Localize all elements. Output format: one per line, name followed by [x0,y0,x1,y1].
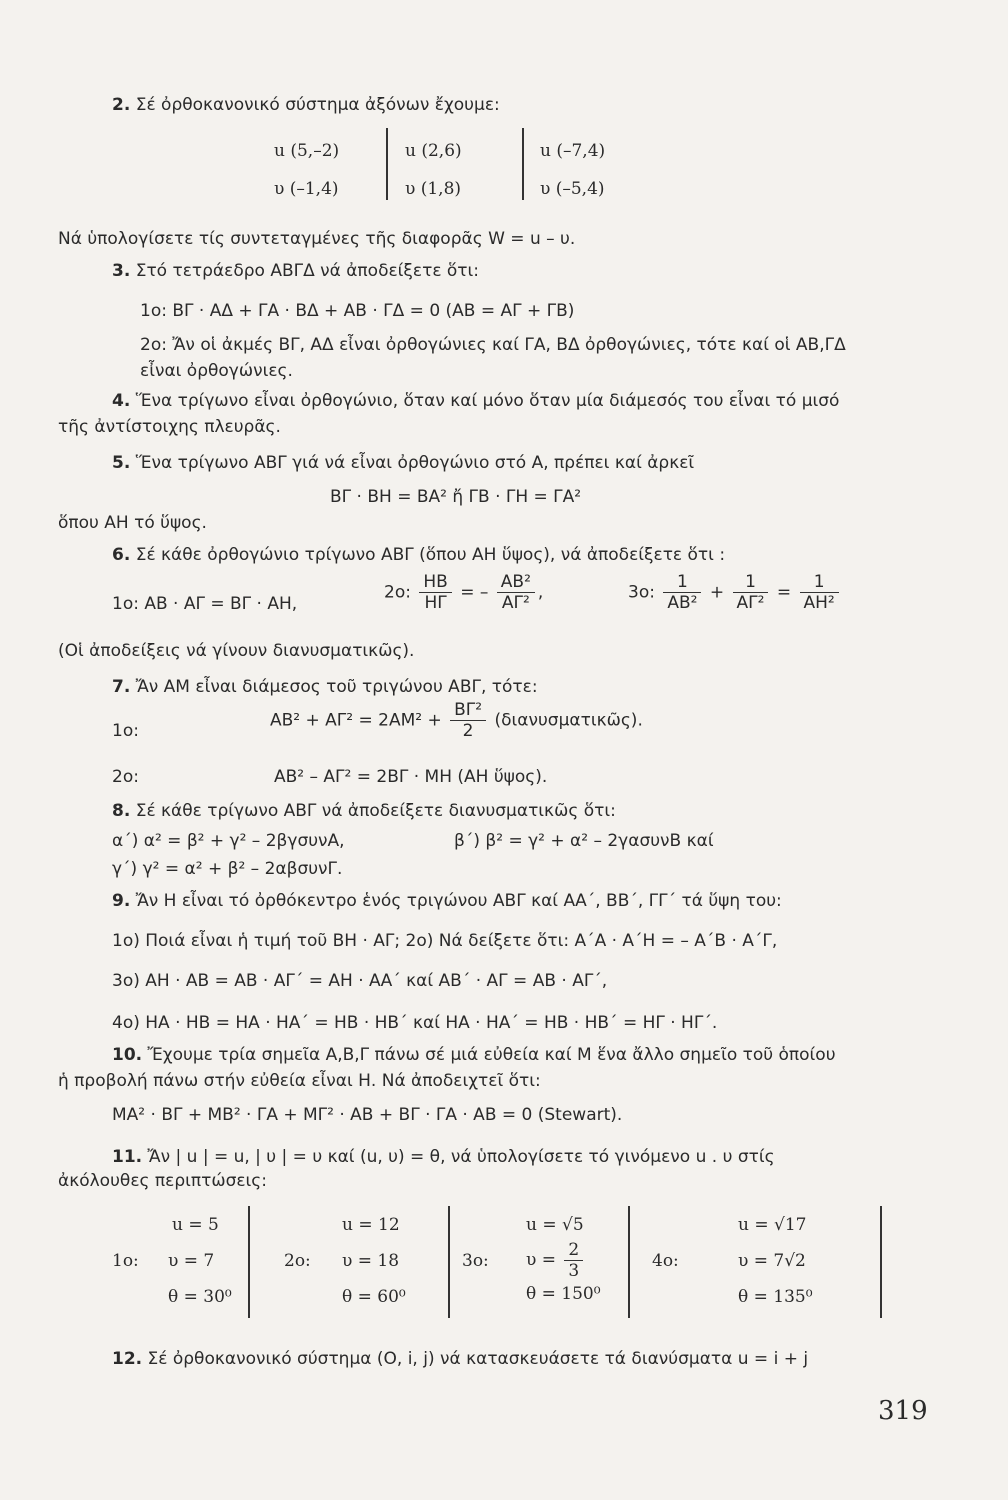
problem-6-formula-3 [628,572,842,613]
case-2-label: 2ο: [284,1251,311,1271]
problem-2-heading [112,94,500,116]
problem-number: 8. [112,801,131,821]
problem-text: Ἄν Η εἶναι τό ὀρθόκεντρο ἑνός τριγώνου ΑΒΓ καί ΑΑ΄, ΒΒ΄, ΓΓ΄ τά ὕψη του: [135,891,782,911]
case-value: υ = 7√2 [738,1251,806,1271]
problem-7-label-2: 2ο: [112,767,139,787]
equals: = [776,582,792,603]
case-value: u = √5 [526,1215,584,1235]
problem-text: Στό τετράεδρο ΑΒΓΔ νά ἀποδείξετε ὅτι: [135,261,480,281]
vector-table-col2 [405,140,462,200]
problem-10-formula: ΜΑ² · ΒΓ + ΜΒ² · ΓΑ + ΜΓ² · ΑΒ + ΒΓ · ΓΑ · ΑΒ = 0 (Stewart). [112,1105,623,1125]
fraction: $\frac{1}{\text{ΑΒ²}}$ [663,572,701,613]
problem-number: 7. [112,677,131,697]
fraction: $\frac{1}{\text{ΑΗ²}}$ [800,572,839,613]
problem-6-heading [112,544,725,566]
problem-number: 12. [112,1349,143,1369]
problem-4-line-1 [112,390,839,412]
cell: υ (–1,4) [274,179,339,199]
problem-number: 4. [112,391,131,411]
problem-text: Ἔχουμε τρία σημεῖα Α,Β,Γ πάνω σέ μιά εὐθεία καί Μ ἕνα ἄλλο σημεῖο τοῦ ὁποίου [147,1045,836,1065]
problem-3-heading [112,260,479,282]
problem-text: Σέ ὀρθοκανονικό σύστημα (Ο, i, j) νά κατασκευάσετε τά διανύσματα u = i + j [147,1349,809,1369]
problem-9-line-3: 4ο) ΗΑ · ΗΒ = ΗΑ · ΗΑ΄ = ΗΒ · ΗΒ΄ καί ΗΑ · ΗΑ΄ = ΗΒ · ΗΒ΄ = ΗΓ · ΗΓ΄. [112,1013,718,1033]
problem-number: 2. [112,95,131,115]
problem-text: Ἕνα τρίγωνο ΑΒΓ γιά νά εἶναι ὀρθογώνιο στό Α, πρέπει καί ἀρκεῖ [135,453,695,473]
problem-8-c: γ΄) γ² = α² + β² – 2αβσυνΓ. [112,859,343,879]
problem-5-formula: ΒΓ · ΒΗ = ΒΑ² ἤ ΓΒ · ΓΗ = ΓΑ² [330,487,582,507]
case-3 [526,1214,601,1305]
table-divider [386,128,388,200]
case-value: θ = 60⁰ [342,1287,406,1307]
label: 3ο: [628,582,655,603]
case-4 [738,1214,813,1308]
cell: u (5,–2) [274,141,340,161]
case-value: θ = 30⁰ [168,1287,232,1307]
problem-2-task: Νά ὑπολογίσετε τίς συντεταγμένες τῆς διαφορᾶς W = u – υ. [58,229,576,249]
problem-5-after: ὅπου ΑΗ τό ὕψος. [58,513,207,533]
problem-3-line-2: 2ο: Ἄν οἱ ἀκμές ΒΓ, ΑΔ εἶναι ὀρθογώνιες καί ΓΑ, ΒΔ ὀρθογώνιες, τότε καί οἱ ΑΒ,ΓΔ [140,335,846,355]
problem-8-b: β΄) β² = γ² + α² – 2γασυνΒ καί [454,831,714,851]
vector-table-col1 [274,140,339,200]
problem-10-line-2: ἡ προβολή πάνω στήν εὐθεία εἶναι Η. Νά ἀποδειχτεῖ ὅτι: [58,1071,541,1091]
problem-number: 6. [112,545,131,565]
problem-text: Ἄν ΑΜ εἶναι διάμεσος τοῦ τριγώνου ΑΒΓ, τότε: [135,677,538,697]
problem-text: Ἄν | u | = u, | υ | = υ καί (u, υ) = θ, νά ὑπολογίσετε τό γινόμενο u . υ στίς [147,1147,775,1167]
case-value: u = 5 [172,1215,219,1235]
table-divider [522,128,524,200]
case-value: u = √17 [738,1215,807,1235]
case-1 [168,1214,232,1308]
cell: u (–7,4) [540,141,606,161]
problem-3-line-1: 1ο: ΒΓ · ΑΔ + ΓΑ · ΒΔ + ΑΒ · ΓΔ = 0 (ΑΒ = ΑΓ + ΓΒ) [140,301,575,321]
case-value: υ = 18 [342,1251,400,1271]
fraction: $\frac{\text{ΒΓ²}}{2}$ [450,700,486,741]
problem-text: Ἕνα τρίγωνο εἶναι ὀρθογώνιο, ὅταν καί μόνο ὅταν μία διάμεσός του εἶναι τό μισό [135,391,840,411]
problem-7-heading [112,676,538,698]
problem-11-line-2: ἀκόλουθες περιπτώσεις: [58,1171,267,1191]
case-value: θ = 150⁰ [526,1284,601,1304]
case-value-left: υ = [526,1250,556,1270]
case-value: υ = 7 [168,1251,215,1271]
problem-3-line-3: εἶναι ὀρθογώνιες. [140,361,293,381]
case-value [526,1240,601,1281]
table-divider [880,1206,882,1318]
case-4-label: 4ο: [652,1251,679,1271]
problem-number: 11. [112,1147,143,1167]
fraction: $\frac{1}{\text{ΑΓ²}}$ [733,572,769,613]
problem-text: Σέ κάθε ὀρθογώνιο τρίγωνο ΑΒΓ (ὅπου ΑΗ ὕψος), νά ἀποδείξετε ὅτι : [135,545,726,565]
problem-8-heading [112,800,616,822]
problem-text: Σέ κάθε τρίγωνο ΑΒΓ νά ἀποδείξετε διανυσματικῶς ὅτι: [135,801,616,821]
problem-6-note: (Οἱ ἀποδείξεις νά γίνουν διανυσματικῶς). [58,641,415,661]
problem-9-line-2: 3ο) ΑΗ · ΑΒ = ΑΒ · ΑΓ΄ = ΑΗ · ΑΑ΄ καί ΑΒ΄ · ΑΓ = ΑΒ · ΑΓ΄, [112,971,608,991]
problem-9-line-1: 1ο) Ποιά εἶναι ἡ τιμή τοῦ ΒΗ · ΑΓ; 2ο) Νά δείξετε ὅτι: Α΄Α · Α΄Η = – Α΄Β · Α΄Γ, [112,931,778,951]
plus: + [709,582,725,603]
label: 2ο: [384,582,411,603]
equals-minus: = – [460,582,489,603]
problem-7-formula-1 [270,700,643,741]
case-2 [342,1214,406,1308]
problem-number: 5. [112,453,131,473]
case-3-label: 3ο: [462,1251,489,1271]
right-side: (διανυσματικῶς). [494,710,643,731]
problem-9-heading [112,890,782,912]
left-side: ΑΒ² + ΑΓ² = 2ΑΜ² + [270,710,442,731]
fraction: $\frac{HB}{H\Gamma}$ [419,572,451,613]
problem-number: 9. [112,891,131,911]
table-divider [248,1206,250,1318]
cell: u (2,6) [405,141,462,161]
problem-11-line-1 [112,1146,775,1168]
table-divider [448,1206,450,1318]
problem-6-formula-2: 2ο: $\frac{HB}{H\Gamma}$ = – $\frac{\text{ΑΒ²}}{\text{ΑΓ²}}$ , [384,572,544,613]
problem-text: Σέ ὀρθοκανονικό σύστημα ἀξόνων ἔχουμε: [135,95,500,115]
fraction: $\frac{\text{ΑΒ²}}{\text{ΑΓ²}}$ [497,572,535,613]
vector-table-col3 [540,140,605,200]
table-divider [628,1206,630,1318]
problem-6-formula-1: 1ο: ΑΒ · ΑΓ = ΒΓ · ΑΗ, [112,594,298,614]
cell: υ (1,8) [405,179,462,199]
problem-12-heading [112,1348,808,1370]
problem-number: 3. [112,261,131,281]
cell: υ (–5,4) [540,179,605,199]
problem-4-line-2: τῆς ἀντίστοιχης πλευρᾶς. [58,417,281,437]
page-number: 319 [878,1396,928,1426]
problem-8-a: α΄) α² = β² + γ² – 2βγσυνΑ, [112,831,345,851]
case-value: θ = 135⁰ [738,1287,813,1307]
problem-7-formula-2: ΑΒ² – ΑΓ² = 2ΒΓ · ΜΗ (ΑΗ ὕψος). [274,767,548,787]
case-1-label: 1ο: [112,1251,139,1271]
problem-7-label-1: 1ο: [112,721,139,741]
fraction: $\frac{2}{3}$ [564,1240,583,1281]
problem-number: 10. [112,1045,143,1065]
problem-5-heading [112,452,694,474]
problem-10-line-1 [112,1044,836,1066]
case-value: u = 12 [342,1215,400,1235]
